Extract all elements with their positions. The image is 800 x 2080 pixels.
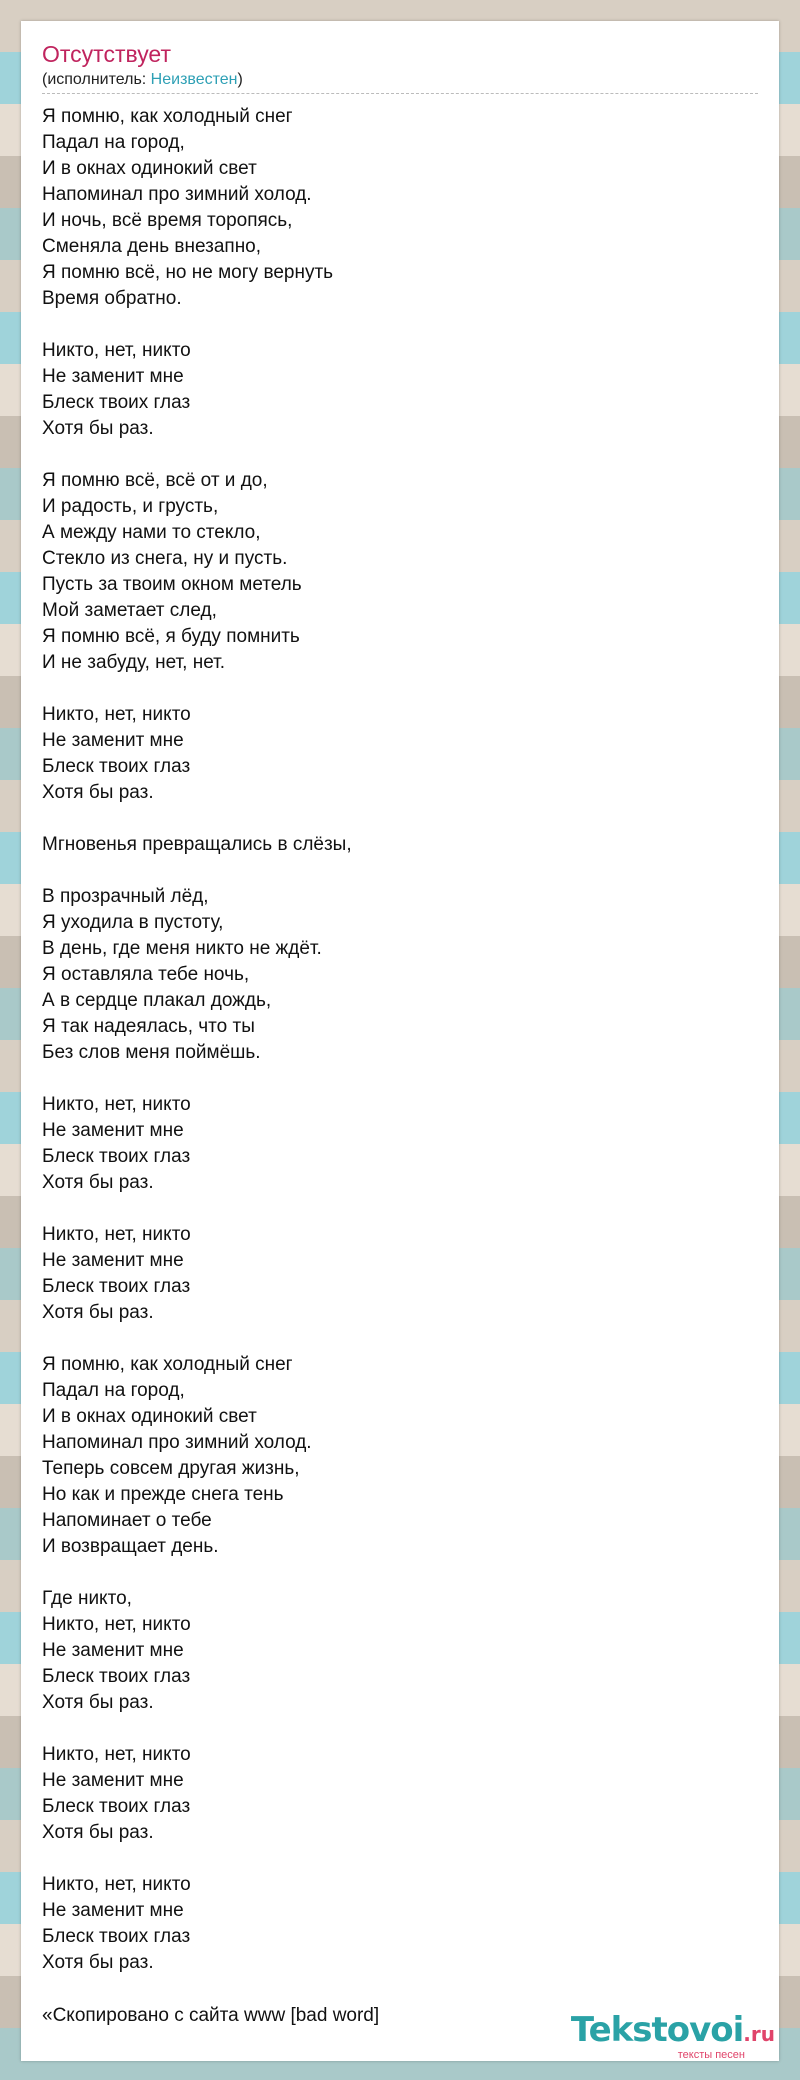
lyric-line xyxy=(42,1066,742,1092)
lyric-line: Никто, нет, никто xyxy=(42,340,191,361)
lyric-line: Хотя бы раз. xyxy=(42,418,154,439)
logo-wordmark xyxy=(570,2010,775,2051)
lyric-line: Я оставляла тебе ночь, xyxy=(42,964,250,985)
lyric-line: И радость, и грусть, xyxy=(42,496,219,517)
lyric-line: Хотя бы раз. xyxy=(42,782,154,803)
lyric-line: Не заменит мне xyxy=(42,1770,184,1791)
lyric-line: В прозрачный лёд, xyxy=(42,886,209,907)
lyric-line: Хотя бы раз. xyxy=(42,1172,154,1193)
lyric-line: Я помню всё, я буду помнить xyxy=(42,626,300,647)
lyric-line xyxy=(42,442,742,468)
lyric-line: Мой заметает след, xyxy=(42,600,217,621)
lyric-line: Никто, нет, никто xyxy=(42,1744,191,1765)
lyric-line: И в окнах одинокий свет xyxy=(42,1406,257,1427)
lyric-line: Хотя бы раз. xyxy=(42,1302,154,1323)
lyric-line: Блеск твоих глаз xyxy=(42,756,191,777)
lyric-line: Я уходила в пустоту, xyxy=(42,912,224,933)
lyric-line: Не заменит мне xyxy=(42,1250,184,1271)
lyric-line: И не забуду, нет, нет. xyxy=(42,652,226,673)
copied-notice: «Скопировано с сайта www [bad word] xyxy=(42,2005,380,2026)
lyric-line xyxy=(42,1560,742,1586)
lyric-line: Никто, нет, никто xyxy=(42,704,191,725)
lyric-line: Напоминал про зимний холод. xyxy=(42,1432,312,1453)
lyric-line: А между нами то стекло, xyxy=(42,522,261,543)
lyric-line: Блеск твоих глаз xyxy=(42,1926,191,1947)
lyric-line: Я помню, как холодный снег xyxy=(42,106,293,127)
lyric-line: Не заменит мне xyxy=(42,366,184,387)
lyric-line: Сменяла день внезапно, xyxy=(42,236,262,257)
lyric-line: Хотя бы раз. xyxy=(42,1952,154,1973)
lyric-line xyxy=(42,858,742,884)
lyric-line xyxy=(42,806,742,832)
lyric-line: Без слов меня поймёшь. xyxy=(42,1042,261,1063)
artist-line xyxy=(42,71,243,89)
lyric-line xyxy=(42,1846,742,1872)
lyric-line: Мгновенья превращались в слёзы, xyxy=(42,834,352,855)
lyric-line: Не заменит мне xyxy=(42,1900,184,1921)
lyric-line: Хотя бы раз. xyxy=(42,1822,154,1843)
lyric-line: Блеск твоих глаз xyxy=(42,1796,191,1817)
lyric-line: Время обратно. xyxy=(42,288,182,309)
lyric-line: Теперь совсем другая жизнь, xyxy=(42,1458,300,1479)
lyric-line: И ночь, всё время торопясь, xyxy=(42,210,293,231)
artist-link[interactable]: Неизвестен xyxy=(150,71,238,88)
lyric-line xyxy=(42,676,742,702)
lyric-line: В день, где меня никто не ждёт. xyxy=(42,938,322,959)
lyric-line xyxy=(42,1716,742,1742)
lyric-line: Я помню, как холодный снег xyxy=(42,1354,293,1375)
lyric-line: И в окнах одинокий свет xyxy=(42,158,257,179)
lyric-line xyxy=(42,1196,742,1222)
lyric-line xyxy=(42,312,742,338)
lyric-line: Блеск твоих глаз xyxy=(42,1146,191,1167)
lyric-line: Хотя бы раз. xyxy=(42,1692,154,1713)
artist-prefix: (исполнитель: xyxy=(42,71,151,88)
lyric-line: Где никто, xyxy=(42,1588,132,1609)
lyric-line: Блеск твоих глаз xyxy=(42,392,191,413)
artist-suffix: ) xyxy=(237,71,243,88)
logo-tagline: тексты песен xyxy=(677,2049,745,2061)
lyric-line: Никто, нет, никто xyxy=(42,1874,191,1895)
lyric-line: Я так надеялась, что ты xyxy=(42,1016,255,1037)
lyric-line: Никто, нет, никто xyxy=(42,1094,191,1115)
lyric-line xyxy=(42,1326,742,1352)
site-logo[interactable] xyxy=(570,2010,775,2061)
lyric-line: Падал на город, xyxy=(42,132,185,153)
lyric-line: Не заменит мне xyxy=(42,1120,184,1141)
lyric-line: А в сердце плакал дождь, xyxy=(42,990,272,1011)
lyric-line: Блеск твоих глаз xyxy=(42,1276,191,1297)
song-title: Отсутствует xyxy=(42,41,171,67)
lyric-line: Не заменит мне xyxy=(42,730,184,751)
lyric-line: Я помню всё, всё от и до, xyxy=(42,470,268,491)
logo-main: Tekstovoi xyxy=(570,2010,744,2050)
lyric-line: И возвращает день. xyxy=(42,1536,219,1557)
lyric-line: Напоминает о тебе xyxy=(42,1510,212,1531)
lyric-line: Пусть за твоим окном метель xyxy=(42,574,302,595)
lyrics-card xyxy=(21,21,779,2061)
lyrics-text xyxy=(42,104,742,1976)
lyric-line: Блеск твоих глаз xyxy=(42,1666,191,1687)
lyric-line: Никто, нет, никто xyxy=(42,1224,191,1245)
lyric-line: Но как и прежде снега тень xyxy=(42,1484,284,1505)
title-divider xyxy=(42,93,758,94)
lyric-line: Я помню всё, но не могу вернуть xyxy=(42,262,334,283)
lyric-line: Никто, нет, никто xyxy=(42,1614,191,1635)
logo-tld: .ru xyxy=(743,2022,775,2046)
lyric-line: Падал на город, xyxy=(42,1380,185,1401)
lyric-line: Напоминал про зимний холод. xyxy=(42,184,312,205)
lyric-line: Стекло из снега, ну и пусть. xyxy=(42,548,288,569)
lyric-line: Не заменит мне xyxy=(42,1640,184,1661)
